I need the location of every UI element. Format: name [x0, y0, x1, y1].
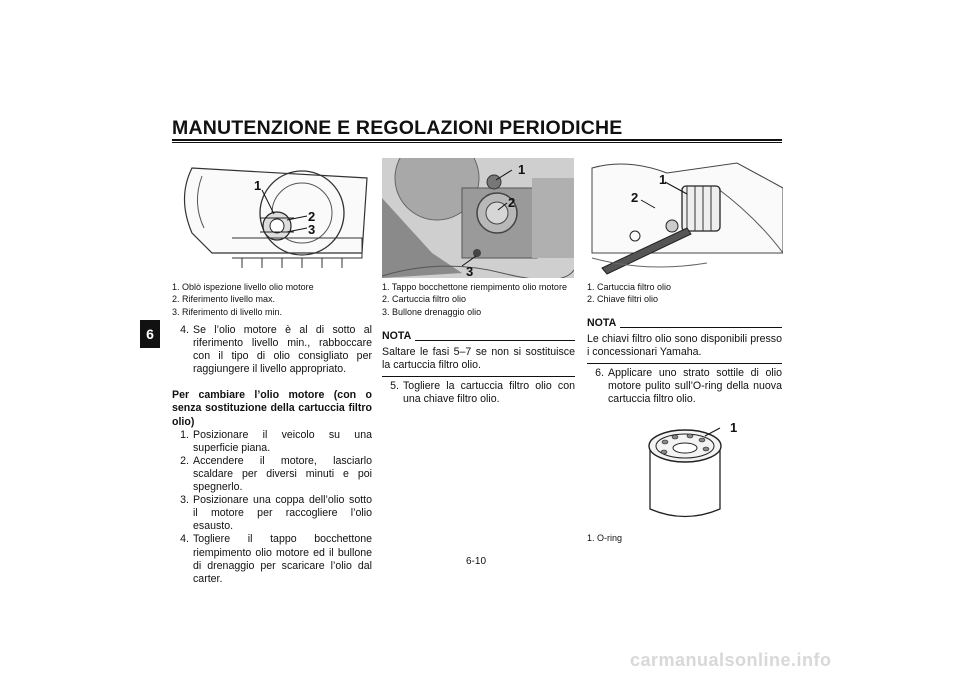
step-text: Se l’olio motore è al di sotto al riferimento livello min., rabboccare con il tipo di olio consigliato per raggiungere il livello appropriato. [193, 324, 372, 376]
step-text: Posizionare il veicolo su una superficie piana. [193, 428, 372, 454]
step-text: Posizionare una coppa dell’olio sotto il motore per raccogliere l’olio esausto. [193, 494, 372, 533]
step-item [172, 429, 372, 455]
step-item [172, 494, 372, 533]
column-1-text [172, 324, 372, 586]
callout-2: 2 [508, 195, 516, 210]
figure3-captions [587, 281, 787, 306]
engine-photo [382, 158, 574, 278]
watermark: carmanualsonline.info [630, 650, 832, 670]
nota-text: Saltare le fasi 5–7 se non si sostituisce la cartuccia filtro olio. [382, 346, 575, 372]
step-number: 4. [180, 324, 189, 336]
page-number: 6-10 [466, 556, 487, 567]
caption-item: 2. Chiave filtri olio [587, 294, 659, 305]
figure1-captions [172, 281, 372, 318]
nota-end-rule [382, 376, 575, 377]
step-number: 3. [180, 494, 189, 507]
caption-item: 1. Oblò ispezione livello olio motore [172, 282, 314, 292]
column-2-text [382, 330, 575, 406]
caption-item: 2. Cartuccia filtro olio [382, 294, 467, 305]
step-number: 2. [180, 454, 189, 467]
callout-3: 3 [466, 264, 474, 278]
figure2-captions [382, 281, 582, 318]
caption-item: 3. Bullone drenaggio olio [382, 306, 482, 317]
column-3-text [587, 317, 782, 407]
callout-1: 1 [730, 420, 738, 435]
callout-1: 1 [518, 162, 526, 177]
figure4-caption [587, 532, 787, 544]
oil-filter-oring-figure [630, 414, 760, 524]
oil-level-window-figure [172, 158, 372, 278]
caption-item: 1. Tappo bocchettone riempimento olio motore [382, 282, 567, 292]
step-number: 5. [390, 380, 399, 393]
nota-line [415, 340, 575, 341]
step-text: Togliere la cartuccia filtro olio con una chiave filtro olio. [403, 380, 575, 406]
nota-label: NOTA [382, 330, 412, 342]
step-item [172, 324, 372, 376]
nota-heading [587, 317, 782, 330]
caption-item: 2. Riferimento livello max. [172, 294, 276, 305]
step-text: Togliere il tappo bocchettone riempimento olio motore ed il bullone di drenaggio per scaricare l’olio dal carter. [193, 533, 372, 585]
nota-line [620, 327, 782, 328]
nota-end-rule [587, 363, 782, 364]
step-text: Applicare uno strato sottile di olio motore pulito sull’O-ring della nuova cartuccia filtro olio. [608, 367, 782, 406]
callout-1: 1 [659, 172, 667, 187]
filter-wrench-figure [587, 158, 783, 278]
caption-item: 1. O-ring [587, 533, 623, 543]
nota-text: Le chiavi filtro olio sono disponibili presso i concessionari Yamaha. [587, 333, 782, 359]
step-item [172, 533, 372, 585]
step-text: Accendere il motore, lasciarlo scaldare per diversi minuti e poi spegnerlo. [193, 454, 372, 494]
step-item [587, 367, 782, 406]
nota-label: NOTA [587, 317, 617, 329]
step-number: 4. [180, 533, 189, 546]
step-item [172, 455, 372, 494]
callout-2: 2 [631, 190, 639, 205]
page-title: MANUTENZIONE E REGOLAZIONI PERIODICHE [172, 117, 623, 139]
title-rule [172, 139, 782, 141]
callout-2: 2 [308, 209, 316, 224]
caption-item: 1. Cartuccia filtro olio [587, 282, 672, 292]
callout-1: 1 [254, 178, 262, 193]
nota-heading [382, 330, 575, 343]
step-item [382, 380, 575, 406]
section-heading: Per cambiare l’olio motore (con o senza sostituzione della cartuccia filtro olio) [172, 389, 372, 428]
caption-item: 3. Riferimento di livello min. [172, 306, 283, 317]
callout-3: 3 [308, 222, 316, 237]
section-tab: 6 [140, 320, 160, 348]
step-number: 1. [180, 428, 189, 441]
title-rule-thin [172, 142, 782, 143]
step-number: 6. [595, 367, 604, 380]
